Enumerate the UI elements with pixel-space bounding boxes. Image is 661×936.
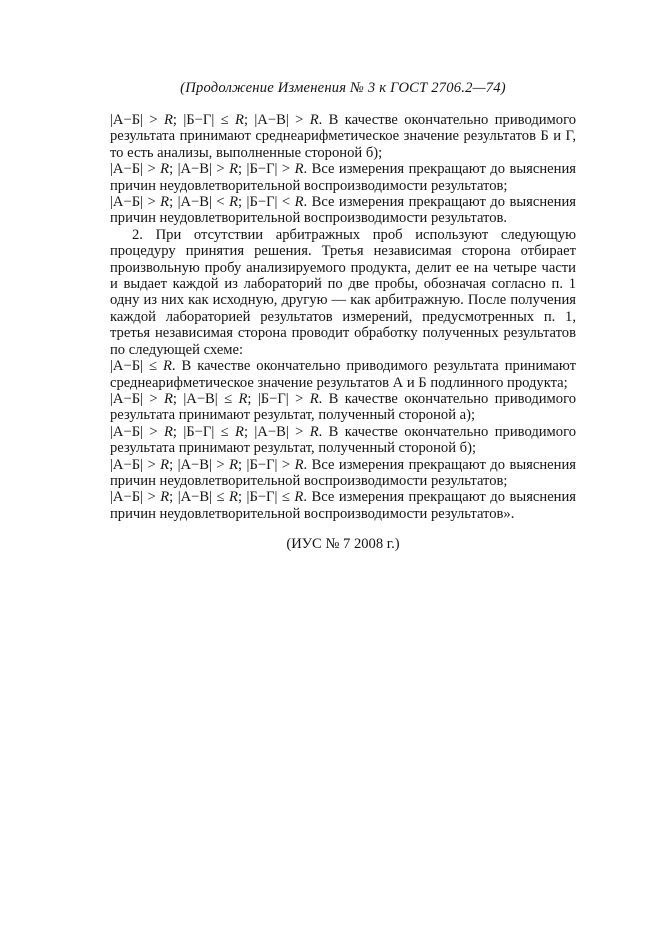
- paragraph: |А−Б| > R; |А−В| ≤ R; |Б−Г| ≤ R. Все измерения прекращают до выяснения причин неудовлетворительной воспроизводимости результатов».: [110, 489, 576, 522]
- paragraph: |А−Б| ≤ R. В качестве окончательно приводимого результата принимают среднеарифметическое значение результатов А и Б подлинного продукта;: [110, 358, 576, 391]
- paragraph: |А−Б| > R; |А−В| > R; |Б−Г| > R. Все измерения прекращают до выяснения причин неудовлетворительной воспроизводимости результатов;: [110, 161, 576, 194]
- paragraph: 2. При отсутствии арбитражных проб используют следующую процедуру принятия решения. Третья независимая сторона отбирает произвольную пробу анализируемого продукта, делит ее на четыре части и выдает каждой из лабораторий по две пробы, обозначая согласно п. 1 одну из них как исходную, другую — как арбитражную. После получения каждой лабораторией результатов измерений, предусмотренных п. 1, третья независимая сторона проводит обработку полученных результатов по следующей схеме:: [110, 226, 576, 358]
- document-footer: (ИУС № 7 2008 г.): [286, 536, 400, 553]
- paragraph: |А−Б| > R; |А−В| ≤ R; |Б−Г| > R. В качестве окончательно приводимого результата принимают результат, полученный стороной а);: [110, 390, 577, 424]
- paragraph: |А−Б| > R; |Б−Г| ≤ R; |А−В| > R. В качестве окончательно приводимого результата принимают результат, полученный стороной б);: [110, 423, 577, 457]
- document-header: (Продолжение Изменения № 3 к ГОСТ 2706.2—74): [180, 80, 506, 96]
- document-body: [110, 112, 576, 522]
- paragraph: |А−Б| > R; |Б−Г| ≤ R; |А−В| > R. В качестве окончательно приводимого результата принимают среднеарифметическое значение результатов Б и Г, то есть анализы, выполненные стороной б);: [110, 112, 577, 161]
- paragraph: |А−Б| > R; |А−В| > R; |Б−Г| > R. Все измерения прекращают до выяснения причин неудовлетворительной воспроизводимости результатов;: [110, 456, 576, 489]
- paragraph: |А−Б| > R; |А−В| < R; |Б−Г| < R. Все измерения прекращают до выяснения причин неудовлетворительной воспроизводимости результатов.: [110, 194, 576, 227]
